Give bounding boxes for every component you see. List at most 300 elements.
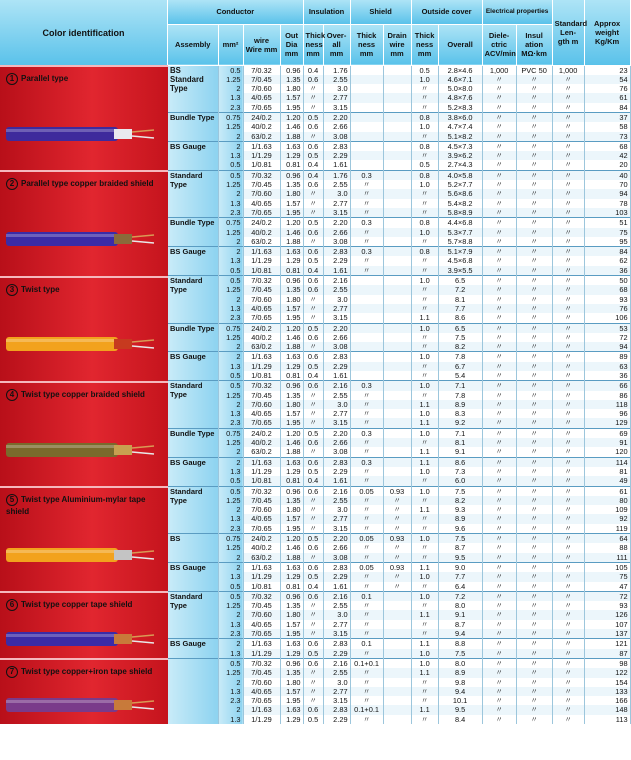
table-row (168, 122, 630, 131)
table-cell: 〃 (411, 304, 438, 313)
table-cell: 7.5 (438, 649, 482, 659)
table-cell: 〃 (552, 601, 584, 610)
table-cell: 〃 (516, 601, 552, 610)
table-cell: 1.0 (411, 381, 438, 391)
table-cell: 〃 (482, 524, 516, 534)
table-cell: 〃 (482, 553, 516, 563)
table-cell: 2.29 (323, 715, 350, 724)
table-cell (350, 84, 383, 93)
table-cell: 〃 (383, 524, 411, 534)
table-cell (350, 75, 383, 84)
table-row (168, 103, 630, 113)
table-cell: 3.0 (323, 189, 350, 198)
table-cell: 1.95 (280, 313, 303, 323)
table-cell: 6.5 (438, 276, 482, 286)
table-cell: 〃 (516, 266, 552, 276)
table-cell: 2 (218, 639, 243, 649)
table-cell: 0.5 (218, 371, 243, 381)
table-cell: 1.20 (280, 534, 303, 544)
table-cell: 1.29 (280, 467, 303, 476)
table-cell: 〃 (350, 601, 383, 610)
color-identification-header: Color identification (0, 0, 168, 65)
table-cell: 1.1 (411, 639, 438, 649)
table-cell: 〃 (482, 572, 516, 581)
table-cell: 〃 (516, 438, 552, 447)
table-cell: 1.29 (280, 256, 303, 265)
table-cell (383, 687, 411, 696)
section-4 (0, 381, 168, 486)
table-cell: 8.3 (438, 409, 482, 418)
table-cell: 0.6 (303, 457, 323, 467)
table-cell: 154 (584, 678, 630, 687)
table-cell: 7.3 (438, 467, 482, 476)
table-cell: 〃 (482, 112, 516, 122)
table-row (168, 629, 630, 639)
table-cell (350, 313, 383, 323)
table-cell: 63/0.2 (243, 237, 280, 247)
table-cell: 0.6 (303, 562, 323, 572)
table-cell: 2.77 (323, 514, 350, 523)
table-cell: 107 (584, 620, 630, 629)
table-row (168, 237, 630, 247)
table-cell (383, 391, 411, 400)
section-title (6, 178, 154, 190)
table-cell: 〃 (482, 218, 516, 228)
table-row (168, 313, 630, 323)
table-cell (383, 132, 411, 142)
table-cell: 2.55 (323, 75, 350, 84)
table-cell: 〃 (516, 208, 552, 218)
table-cell: 2.83 (323, 141, 350, 151)
table-cell: 1.61 (323, 371, 350, 381)
table-cell: 0.5 (303, 649, 323, 659)
cable-sample-image (6, 125, 156, 143)
table-cell: 〃 (516, 391, 552, 400)
table-cell (350, 132, 383, 142)
table-cell: 8.7 (438, 543, 482, 552)
drain-wire-header: Drain wire mm (383, 24, 411, 65)
table-cell (383, 247, 411, 257)
table-cell: 2 (218, 678, 243, 687)
table-cell: 0.4 (303, 65, 323, 75)
table-cell: 4/0.65 (243, 687, 280, 696)
table-cell: 2 (218, 295, 243, 304)
table-cell: 〃 (516, 524, 552, 534)
table-cell: 〃 (516, 189, 552, 198)
table-cell: 2.83 (323, 247, 350, 257)
table-cell: 3.08 (323, 342, 350, 352)
table-cell: 〃 (516, 381, 552, 391)
table-cell: 98 (584, 658, 630, 668)
table-row (168, 266, 630, 276)
table-cell: 2.3 (218, 696, 243, 705)
table-cell: 1.88 (280, 342, 303, 352)
table-cell: 〃 (516, 352, 552, 362)
table-cell: 1.3 (218, 199, 243, 208)
table-cell: 〃 (383, 553, 411, 563)
table-cell (383, 705, 411, 714)
table-cell: 91 (584, 438, 630, 447)
table-cell: 〃 (516, 276, 552, 286)
table-cell: 1.0 (411, 534, 438, 544)
section-number: 3 (6, 284, 18, 296)
table-cell (383, 601, 411, 610)
table-cell: 〃 (482, 486, 516, 496)
table-cell: 0.6 (303, 352, 323, 362)
table-cell: 〃 (516, 534, 552, 544)
table-cell: 0.8 (411, 141, 438, 151)
table-cell: 36 (584, 266, 630, 276)
table-cell: 〃 (552, 170, 584, 180)
table-cell: 1.80 (280, 295, 303, 304)
table-cell: 42 (584, 151, 630, 160)
table-cell: 〃 (411, 295, 438, 304)
table-cell: 1.25 (218, 601, 243, 610)
table-cell: 0.81 (280, 476, 303, 486)
table-cell: 4/0.65 (243, 93, 280, 102)
table-cell: 7/0.60 (243, 610, 280, 619)
table-cell: 0.6 (303, 705, 323, 714)
table-cell: 〃 (516, 543, 552, 552)
table-cell: 1.63 (280, 562, 303, 572)
table-cell: 148 (584, 705, 630, 714)
table-cell: 4.7×7.4 (438, 122, 482, 131)
table-cell (383, 649, 411, 659)
table-cell: 〃 (516, 170, 552, 180)
table-cell: 〃 (482, 505, 516, 514)
table-cell: 7.5 (438, 534, 482, 544)
table-cell: 1.0 (411, 75, 438, 84)
table-cell: 8.0 (438, 658, 482, 668)
table-cell: 〃 (303, 304, 323, 313)
table-cell (383, 629, 411, 639)
table-cell: 〃 (411, 543, 438, 552)
table-cell: 〃 (411, 103, 438, 113)
table-cell: 〃 (350, 678, 383, 687)
table-cell: 〃 (482, 247, 516, 257)
section-title-text: Twist type copper tape shield (21, 600, 133, 610)
table-cell: 〃 (552, 715, 584, 724)
table-cell: 〃 (411, 476, 438, 486)
table-cell: 3.0 (323, 84, 350, 93)
table-cell: 〃 (411, 687, 438, 696)
table-cell: 〃 (350, 696, 383, 705)
table-cell (383, 381, 411, 391)
table-cell: 9.1 (438, 447, 482, 457)
table-cell: 3.0 (323, 678, 350, 687)
table-cell: 〃 (411, 237, 438, 247)
table-cell: 2.83 (323, 639, 350, 649)
table-cell: 〃 (482, 237, 516, 247)
table-cell: 〃 (411, 189, 438, 198)
table-cell: 1.61 (323, 160, 350, 170)
table-cell: 0.81 (280, 160, 303, 170)
table-cell: 1/1.29 (243, 151, 280, 160)
table-row (168, 208, 630, 218)
table-cell: 〃 (482, 409, 516, 418)
section-number: 1 (6, 73, 18, 85)
table-cell: 〃 (350, 668, 383, 677)
table-cell: 〃 (350, 208, 383, 218)
table-cell: 5.3×7.7 (438, 228, 482, 237)
table-cell: 〃 (552, 467, 584, 476)
table-cell: 2.83 (323, 457, 350, 467)
table-cell: 1.0 (411, 658, 438, 668)
table-cell: 1.1 (411, 447, 438, 457)
table-row (168, 678, 630, 687)
table-cell: 1.1 (411, 418, 438, 428)
table-cell: 〃 (552, 639, 584, 649)
table-cell: 〃 (411, 620, 438, 629)
table-cell: 〃 (350, 199, 383, 208)
table-cell: 〃 (552, 620, 584, 629)
table-cell: 122 (584, 668, 630, 677)
table-cell: 7/0.45 (243, 180, 280, 189)
table-cell: 〃 (482, 276, 516, 286)
table-cell: 0.6 (303, 333, 323, 342)
table-cell: 1.25 (218, 228, 243, 237)
table-cell: 63/0.2 (243, 132, 280, 142)
table-cell: 7/0.32 (243, 381, 280, 391)
table-cell: 5.2×7.7 (438, 180, 482, 189)
table-cell: 7.2 (438, 591, 482, 601)
table-cell: 〃 (303, 418, 323, 428)
table-cell: 〃 (552, 266, 584, 276)
table-cell: 9.1 (438, 610, 482, 619)
table-cell: 8.1 (438, 295, 482, 304)
table-cell: 0.5 (303, 572, 323, 581)
table-cell: 7/0.60 (243, 295, 280, 304)
table-cell: 7/0.45 (243, 668, 280, 677)
table-cell: 〃 (552, 313, 584, 323)
table-cell (350, 333, 383, 342)
table-cell: 4.8×7.6 (438, 93, 482, 102)
table-cell: 〃 (552, 496, 584, 505)
table-cell: 1.25 (218, 180, 243, 189)
assembly-cell: BS Gauge (168, 352, 218, 381)
table-cell: 〃 (552, 218, 584, 228)
table-cell: 81 (584, 467, 630, 476)
table-row (168, 496, 630, 505)
table-cell: 7/0.32 (243, 658, 280, 668)
table-cell: 〃 (350, 687, 383, 696)
table-cell: 0.5 (303, 534, 323, 544)
table-row (168, 696, 630, 705)
table-cell: 1.29 (280, 649, 303, 659)
table-cell: 〃 (516, 582, 552, 592)
table-cell: 〃 (516, 486, 552, 496)
table-cell: 〃 (482, 418, 516, 428)
table-cell: 0.4 (303, 160, 323, 170)
section-title-text: Parallel type (21, 74, 69, 83)
table-cell: 〃 (411, 601, 438, 610)
table-row (168, 582, 630, 592)
table-row (168, 256, 630, 265)
table-cell: 〃 (552, 476, 584, 486)
table-cell: 0.6 (303, 591, 323, 601)
table-cell (350, 112, 383, 122)
table-row (168, 151, 630, 160)
table-cell: 〃 (482, 208, 516, 218)
table-cell: 62 (584, 256, 630, 265)
table-cell: 1.35 (280, 180, 303, 189)
table-cell (383, 93, 411, 102)
table-cell: 〃 (482, 371, 516, 381)
table-cell: 〃 (516, 553, 552, 563)
table-cell: 54 (584, 75, 630, 84)
table-row (168, 295, 630, 304)
table-cell: 〃 (350, 476, 383, 486)
table-cell: 1.3 (218, 649, 243, 659)
section-title (6, 494, 166, 517)
table-cell (383, 112, 411, 122)
table-cell (383, 208, 411, 218)
cable-sample-image (6, 441, 156, 459)
table-cell: 〃 (516, 467, 552, 476)
table-row (168, 84, 630, 93)
table-cell: 〃 (516, 295, 552, 304)
table-cell: 84 (584, 247, 630, 257)
table-cell: 8.1 (438, 438, 482, 447)
table-cell: 1.3 (218, 620, 243, 629)
table-cell: 7.8 (438, 391, 482, 400)
table-cell: 49 (584, 476, 630, 486)
assembly-cell: Standard Type (168, 381, 218, 428)
section-6 (0, 591, 168, 658)
assembly-cell: BS (168, 534, 218, 563)
table-cell: 〃 (516, 362, 552, 371)
table-cell: 1/1.63 (243, 352, 280, 362)
table-cell: 〃 (350, 266, 383, 276)
table-cell: 40/0.2 (243, 438, 280, 447)
table-cell: 76 (584, 84, 630, 93)
table-cell: 7/0.32 (243, 170, 280, 180)
table-cell: 〃 (552, 391, 584, 400)
table-cell: 〃 (552, 572, 584, 581)
table-cell: 〃 (350, 438, 383, 447)
table-cell: 〃 (552, 323, 584, 333)
table-cell: 0.5 (303, 112, 323, 122)
table-cell: 1.35 (280, 668, 303, 677)
table-cell: 2.20 (323, 428, 350, 438)
table-cell: 〃 (482, 514, 516, 523)
table-cell: 119 (584, 524, 630, 534)
table-cell: 〃 (482, 391, 516, 400)
table-cell: 8.7 (438, 620, 482, 629)
table-cell: 1.35 (280, 496, 303, 505)
table-cell: 109 (584, 505, 630, 514)
table-cell (383, 658, 411, 668)
insulation-header: Insulation (303, 0, 350, 24)
table-cell: 〃 (552, 687, 584, 696)
table-cell: 2.55 (323, 601, 350, 610)
table-cell: 1.0 (411, 428, 438, 438)
table-cell (383, 276, 411, 286)
table-cell: 61 (584, 486, 630, 496)
table-cell: 0.5 (303, 151, 323, 160)
table-cell (383, 103, 411, 113)
assembly-cell: BS Gauge (168, 247, 218, 276)
table-cell: 1.57 (280, 93, 303, 102)
table-cell: 〃 (303, 601, 323, 610)
table-cell: 5.4 (438, 371, 482, 381)
table-cell: 0.1+0.1 (350, 658, 383, 668)
table-cell: 121 (584, 639, 630, 649)
table-cell: 7/0.60 (243, 84, 280, 93)
table-cell: 1.57 (280, 514, 303, 523)
table-cell: 〃 (350, 400, 383, 409)
table-cell: 7/0.45 (243, 496, 280, 505)
table-cell: 7/0.65 (243, 696, 280, 705)
table-cell: 〃 (482, 467, 516, 476)
table-cell: 〃 (552, 237, 584, 247)
table-cell: 36 (584, 371, 630, 381)
table-cell: 0.6 (303, 122, 323, 131)
table-cell: 0.4 (303, 476, 323, 486)
table-cell: 0.75 (218, 428, 243, 438)
table-cell: 1.1 (411, 705, 438, 714)
section-7 (0, 658, 168, 724)
table-cell: 2.55 (323, 285, 350, 294)
table-cell: 〃 (552, 438, 584, 447)
table-cell: 〃 (303, 524, 323, 534)
table-cell: 63/0.2 (243, 447, 280, 457)
assembly-cell: Standard Type (168, 486, 218, 533)
table-row (168, 65, 630, 75)
table-cell: 〃 (303, 93, 323, 102)
cable-sample-image (6, 230, 156, 248)
table-cell (383, 141, 411, 151)
table-cell: 0.1+0.1 (350, 705, 383, 714)
table-cell: 66 (584, 381, 630, 391)
table-cell: 0.5 (411, 160, 438, 170)
table-cell: 2.16 (323, 658, 350, 668)
table-cell: 6.5 (438, 323, 482, 333)
table-cell: 〃 (303, 678, 323, 687)
table-cell: 0.6 (303, 141, 323, 151)
table-cell (383, 304, 411, 313)
table-cell: 〃 (516, 629, 552, 639)
table-cell: 〃 (482, 189, 516, 198)
table-cell: 0.93 (383, 562, 411, 572)
table-cell: 2 (218, 553, 243, 563)
table-cell: 0.8 (411, 247, 438, 257)
table-cell: 〃 (482, 658, 516, 668)
table-cell: 4/0.65 (243, 409, 280, 418)
table-cell: 〃 (482, 457, 516, 467)
table-cell: 0.5 (303, 323, 323, 333)
table-cell: 2.29 (323, 572, 350, 581)
table-cell: 〃 (411, 696, 438, 705)
assembly-cell: BS Gauge (168, 639, 218, 659)
table-row (168, 218, 630, 228)
table-cell: 〃 (350, 715, 383, 724)
table-cell: 1.3 (218, 256, 243, 265)
table-cell: 4.6×7.1 (438, 75, 482, 84)
table-cell: 〃 (482, 629, 516, 639)
table-cell: 〃 (552, 112, 584, 122)
table-cell: 9.0 (438, 562, 482, 572)
table-cell: 2.3 (218, 208, 243, 218)
table-cell (350, 276, 383, 286)
table-cell: 〃 (552, 285, 584, 294)
table-row (168, 418, 630, 428)
table-cell: 1.25 (218, 496, 243, 505)
table-cell: 1.1 (411, 313, 438, 323)
table-cell: 〃 (350, 189, 383, 198)
table-cell: 〃 (411, 84, 438, 93)
table-cell: 1.88 (280, 447, 303, 457)
